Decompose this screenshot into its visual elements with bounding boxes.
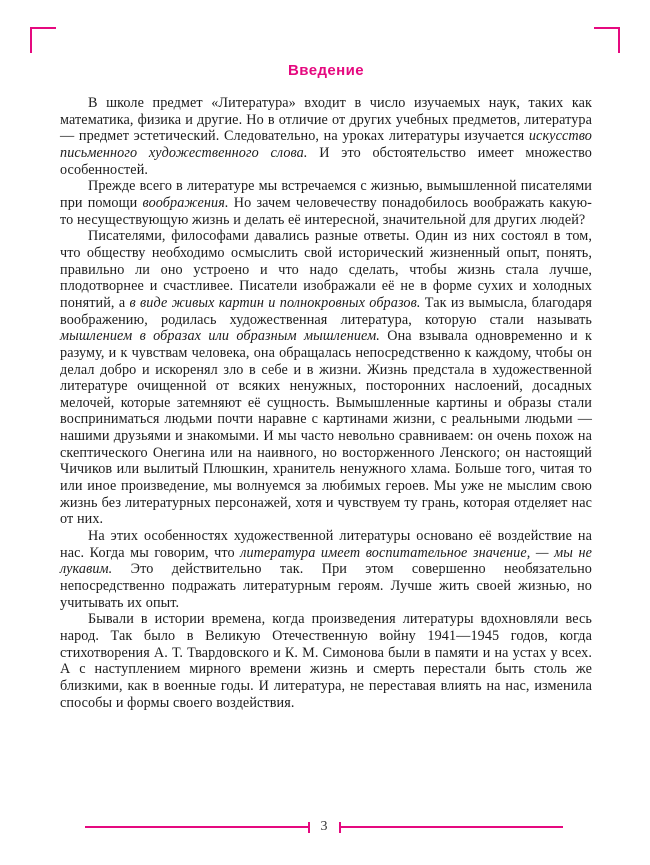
text-run: В школе предмет «Литература» входит в число изучаемых наук, таких как математика, физика и другие. Но в отличие от других учебных предметов, литература — предмет эстетический. Следовательно, на уроках литературы изучается xyxy=(60,95,592,145)
paragraph xyxy=(60,178,592,228)
page-footer xyxy=(85,819,563,835)
italic-text-run: искусство письменного художественного слова. xyxy=(60,128,592,161)
text-run: Она взывала одновременно и к разуму, и к чувствам человека, она обращалась непосредственно к каждому, чтобы он делал добро и искоренял зло в себе и в жизни. Жизнь предстала в художественной литературе очищенной от всяких ненужных, посторонних наслоений, досадных мелочей, которые затемняют её сущность. Вымышленные картины и образы стали восприниматься людьми почти наравне с картинами жизни, с реальными людьми — нашими друзьями и знакомыми. И мы часто невольно сравниваем: он очень похож на скептического Онегина или на наивного, но восторженного Ленского; он настоящий Чичиков или вылитый Плюшкин, хранитель ненужного хлама. Больше того, читая то или иное произведение, мы волнуемся за любимых героев. Мы уже не мыслим свою жизнь без литературных персонажей, хотя и чувствуем ту грань, которая отделяет нас от них. xyxy=(60,328,592,528)
text-run: Бывали в истории времена, когда произведения литературы вдохновляли весь народ. Так было в Великую Отечественную войну 1941—1945 годов, когда стихотворения А. Т. Твардовского и К. М. Симонова были в памяти и на устах у всех. А с наступлением мирного времени жизнь и смерть перестали быть столь же близкими, как в военные годы. И литература, не переставая влиять на нас, изменила способы и формы своего воздействия. xyxy=(60,611,592,711)
italic-text-run: мышлением в образах или образным мышлением. xyxy=(60,328,380,345)
page-number: 3 xyxy=(320,819,328,834)
italic-text-run: в виде живых картин и полнокровных образов. xyxy=(129,294,421,311)
body-text xyxy=(60,95,592,711)
italic-text-run: литература имеет воспитательное значение, — мы не лукавим. xyxy=(60,544,593,578)
chapter-title: Введение xyxy=(288,62,364,79)
text-run: Это действительно так. При этом совершенно необязательно непосредственно подражать литературным героям. Лучше жить своей жизнью, но учитывать их опыт. xyxy=(60,561,592,611)
text-run: Так из вымысла, благодаря воображению, родилась художественная литература, которую стали называть xyxy=(60,294,592,328)
footer-rule-right xyxy=(339,826,564,828)
paragraph xyxy=(60,528,592,611)
text-run: Но зачем человечеству понадобилось воображать какую-то несуществующую жизнь и делать её интересной, значительной для других людей? xyxy=(60,194,592,228)
text-run: И это обстоятельство имеет множество особенностей. xyxy=(60,144,592,178)
italic-text-run: воображения. xyxy=(142,194,229,211)
text-run: Прежде всего в литературе мы встречаемся с жизнью, вымышленной писателями при помощи xyxy=(60,178,592,211)
corner-mark-right xyxy=(594,27,620,53)
text-run: Писателями, философами давались разные ответы. Один из них состоял в том, что обществу необходимо осмыслить свой исторический жизненный опыт, понять, правильно ли оно устроено и что надо сделать, чтобы жизнь стала лучше, плодотворнее и счастливее. Писатели изображали её не в форме сухих и холодных понятий, а xyxy=(60,228,592,311)
paragraph xyxy=(60,611,592,711)
paragraph xyxy=(60,95,592,178)
text-run: На этих особенностях художественной литературы основано её воздействие на нас. Когда мы говорим, что xyxy=(60,528,592,561)
paragraph xyxy=(60,228,592,528)
corner-mark-left xyxy=(30,27,56,53)
footer-rule-left xyxy=(85,826,310,828)
